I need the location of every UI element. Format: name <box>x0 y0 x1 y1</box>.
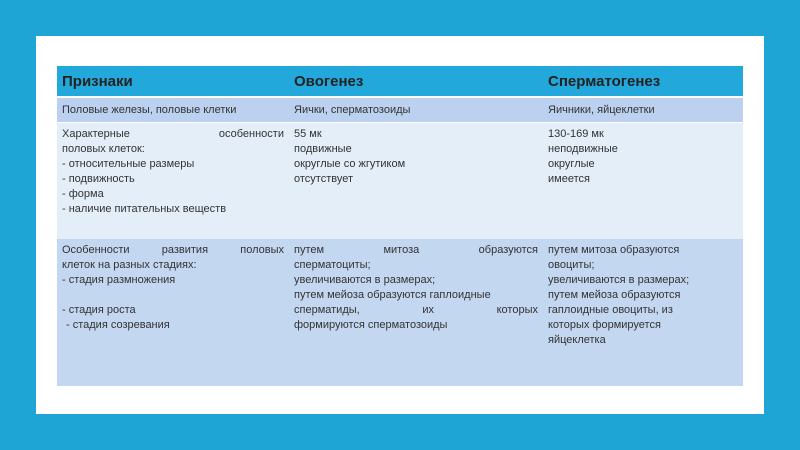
text-line: увеличиваются в размерах; <box>548 274 690 286</box>
text-line: путем мейоза образуются <box>548 289 681 301</box>
text-line: неподвижные <box>548 143 618 155</box>
cell-stages-label <box>57 239 289 386</box>
text-line: округлые <box>548 158 595 170</box>
text-line: - стадия размножения <box>62 274 176 286</box>
comparison-table <box>57 66 743 386</box>
text-line: подвижные <box>294 143 352 155</box>
table-row <box>57 123 743 240</box>
cell-gonads-label: Половые железы, половые клетки <box>57 97 289 123</box>
text-line: - стадия созревания <box>66 319 170 331</box>
text-line: половых клеток: <box>62 143 145 155</box>
text-line: Особенности развития половых <box>62 244 284 256</box>
text-line: гаплоидные овоциты, из <box>548 304 673 316</box>
cell-characteristics-label <box>57 123 289 240</box>
table-row <box>57 239 743 386</box>
text-line: 55 мк <box>294 128 322 140</box>
text-line: имеется <box>548 173 590 185</box>
text-line: формируются сперматозоиды <box>294 319 448 331</box>
cell-gonads-oogenesis: Яички, сперматозоиды <box>289 97 543 123</box>
cell-characteristics-oogenesis <box>289 123 543 240</box>
text-line: путем мейоза образуются гаплоидные <box>294 289 491 301</box>
header-oogenesis: Овогенез <box>289 66 543 97</box>
header-traits: Признаки <box>57 66 289 97</box>
text-line: отсутствует <box>294 173 354 185</box>
text-line: 130-169 мк <box>548 128 604 140</box>
cell-stages-spermatogenesis <box>543 239 743 386</box>
cell-stages-oogenesis <box>289 239 543 386</box>
text-line: - относительные размеры <box>62 158 195 170</box>
text-line: сперматиды, их которых <box>294 304 538 316</box>
text-line: - форма <box>62 188 104 200</box>
text-line: путем митоза образуются <box>548 244 680 256</box>
text-line: путем митоза образуются <box>294 244 538 256</box>
text-line: сперматоциты; <box>294 259 371 271</box>
header-spermatogenesis: Сперматогенез <box>543 66 743 97</box>
table-row <box>57 97 743 123</box>
text-line: - наличие питательных веществ <box>62 203 227 215</box>
cell-characteristics-spermatogenesis <box>543 123 743 240</box>
text-line: - стадия роста <box>62 304 136 316</box>
text-line <box>62 288 284 303</box>
text-line: округлые со жгутиком <box>294 158 406 170</box>
cell-gonads-spermatogenesis: Яичники, яйцеклетки <box>543 97 743 123</box>
text-line: яйцеклетка <box>548 334 606 346</box>
text-line: Характерные особенности <box>62 128 284 140</box>
text-line: клеток на разных стадиях: <box>62 259 197 271</box>
text-line: увеличиваются в размерах; <box>294 274 436 286</box>
table-header-row <box>57 66 743 97</box>
text-line: овоциты; <box>548 259 595 271</box>
slide-canvas <box>36 36 764 414</box>
text-line: - подвижность <box>62 173 135 185</box>
text-line: которых формируется <box>548 319 661 331</box>
